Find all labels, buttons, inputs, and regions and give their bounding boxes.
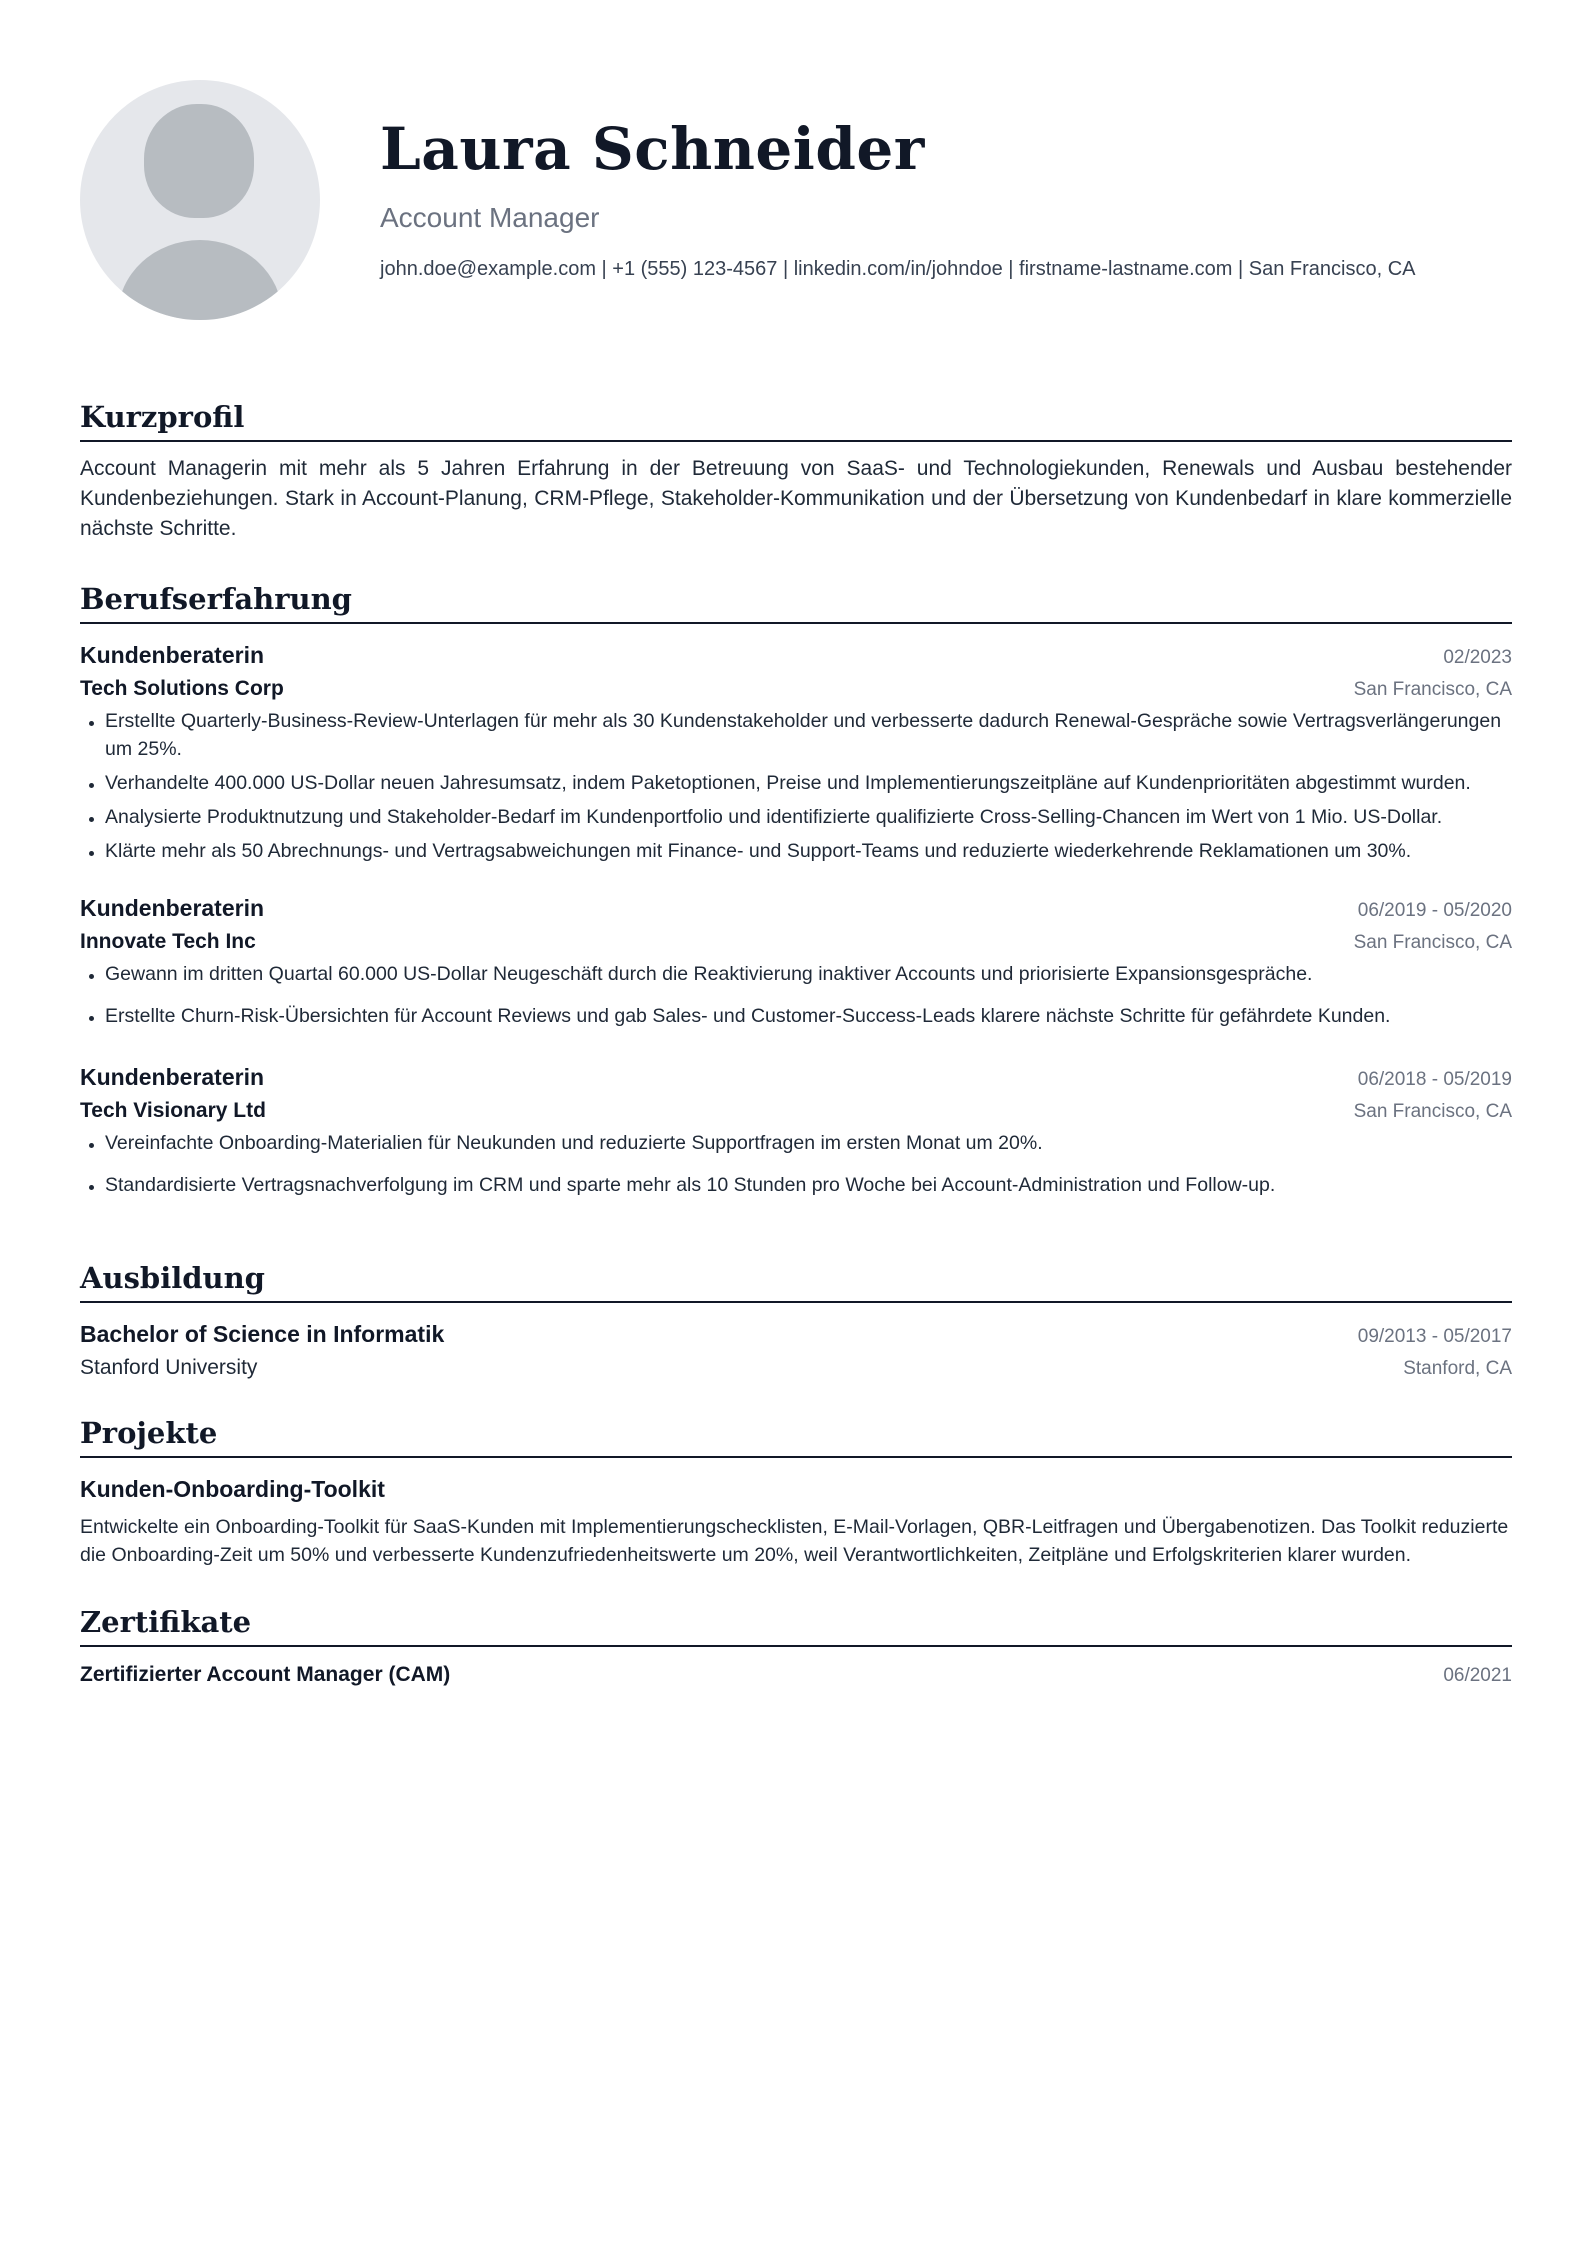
- certificate-date: 06/2021: [1443, 1665, 1512, 1686]
- job-bullet: Klärte mehr als 50 Abrechnungs- und Vertragsabweichungen mit Finance- und Support-Teams und reduzierte wiederkehrende Reklamationen um 30%.: [80, 837, 1512, 865]
- certificates-heading: Zertifikate: [80, 1605, 1512, 1647]
- education-heading: Ausbildung: [80, 1261, 1512, 1303]
- job-entry: [80, 895, 1512, 1030]
- education-date: 09/2013 - 05/2017: [1357, 1326, 1512, 1347]
- job-bullet: Gewann im dritten Quartal 60.000 US-Dollar Neugeschäft durch die Reaktivierung inaktiver Accounts und priorisierte Expansionsgespräche.: [80, 960, 1512, 988]
- job-title: Kundenberaterin: [80, 895, 265, 921]
- job-bullet: Erstellte Churn-Risk-Übersichten für Account Reviews und gab Sales- und Customer-Success-Leads klarere nächste Schritte für gefährdete Kunden.: [80, 1002, 1512, 1030]
- job-entry: [80, 1064, 1512, 1199]
- job-company: Tech Visionary Ltd: [80, 1099, 266, 1122]
- project-name: Kunden-Onboarding-Toolkit: [80, 1476, 385, 1502]
- education-school: Stanford University: [80, 1356, 258, 1379]
- job-title: Kundenberaterin: [80, 1064, 265, 1090]
- job-bullet: Standardisierte Vertragsnachverfolgung im CRM und sparte mehr als 10 Stunden pro Woche bei Account-Administration und Follow-up.: [80, 1171, 1512, 1199]
- resume-header: [80, 0, 1512, 400]
- certificate-name: Zertifizierter Account Manager (CAM): [80, 1663, 451, 1686]
- resume-page: [80, 0, 1512, 1687]
- job-company: Tech Solutions Corp: [80, 677, 284, 700]
- job-title: Kundenberaterin: [80, 642, 265, 668]
- job-location: San Francisco, CA: [1353, 679, 1512, 700]
- job-bullets: [80, 960, 1512, 1030]
- job-entry: [80, 642, 1512, 865]
- job-bullet: Erstellte Quarterly-Business-Review-Unterlagen für mehr als 30 Kundenstakeholder und verbesserte dadurch Renewal-Gespräche sowie Vertragsverlängerungen um 25%.: [80, 707, 1512, 763]
- project-description: Entwickelte ein Onboarding-Toolkit für SaaS-Kunden mit Implementierungschecklisten, E-Mail-Vorlagen, QBR-Leitfragen und Übergabenotizen. Das Toolkit reduzierte die Onboarding-Zeit um 50% und verbesserte Kundenzufriedenheitswerte um 20%, weil Verantwortlichkeiten, Zeitpläne und Erfolgskriterien klarer wurden.: [80, 1516, 1509, 1566]
- education-section: [80, 1261, 1512, 1380]
- experience-section: [80, 582, 1512, 1199]
- job-bullet: Verhandelte 400.000 US-Dollar neuen Jahresumsatz, indem Paketoptionen, Preise und Implementierungszeitpläne auf Kundenprioritäten abgestimmt wurden.: [80, 769, 1512, 797]
- job-company: Innovate Tech Inc: [80, 930, 256, 953]
- avatar: [80, 80, 320, 320]
- job-date: 06/2018 - 05/2019: [1357, 1069, 1512, 1090]
- job-bullets: [80, 707, 1512, 865]
- job-bullet: Vereinfachte Onboarding-Materialien für Neukunden und reduzierte Supportfragen im ersten Monat um 20%.: [80, 1129, 1512, 1157]
- job-bullets: [80, 1129, 1512, 1199]
- avatar-head-shape: [144, 104, 254, 218]
- avatar-shoulders-shape: [118, 240, 282, 320]
- experience-heading: Berufserfahrung: [80, 582, 1512, 624]
- summary-heading: Kurzprofil: [80, 400, 1512, 442]
- education-location: Stanford, CA: [1403, 1358, 1512, 1379]
- certificates-section: [80, 1605, 1512, 1687]
- projects-heading: Projekte: [80, 1416, 1512, 1458]
- education-degree: Bachelor of Science in Informatik: [80, 1321, 445, 1347]
- job-location: San Francisco, CA: [1353, 932, 1512, 953]
- job-date: 02/2023: [1443, 647, 1512, 668]
- candidate-role: Account Manager: [380, 202, 600, 233]
- job-date: 06/2019 - 05/2020: [1357, 900, 1512, 921]
- projects-section: [80, 1416, 1512, 1569]
- summary-section: [80, 400, 1512, 544]
- summary-text: Account Managerin mit mehr als 5 Jahren Erfahrung in der Betreuung von SaaS- und Technologiekunden, Renewals und Ausbau bestehender Kundenbeziehungen. Stark in Account-Planung, CRM-Pflege, Stakeholder-Kommunikation und der Übersetzung von Kundenbedarf in klare kommerzielle nächste Schritte.: [80, 457, 1512, 540]
- candidate-name: Laura Schneider: [380, 115, 925, 183]
- job-bullet: Analysierte Produktnutzung und Stakeholder-Bedarf im Kundenportfolio und identifizierte qualifizierte Cross-Selling-Chancen im Wert von 1 Mio. US-Dollar.: [80, 803, 1512, 831]
- contact-line: john.doe@example.com | +1 (555) 123-4567 | linkedin.com/in/johndoe | firstname-lastname.com | San Francisco, CA: [380, 258, 1416, 280]
- job-location: San Francisco, CA: [1353, 1101, 1512, 1122]
